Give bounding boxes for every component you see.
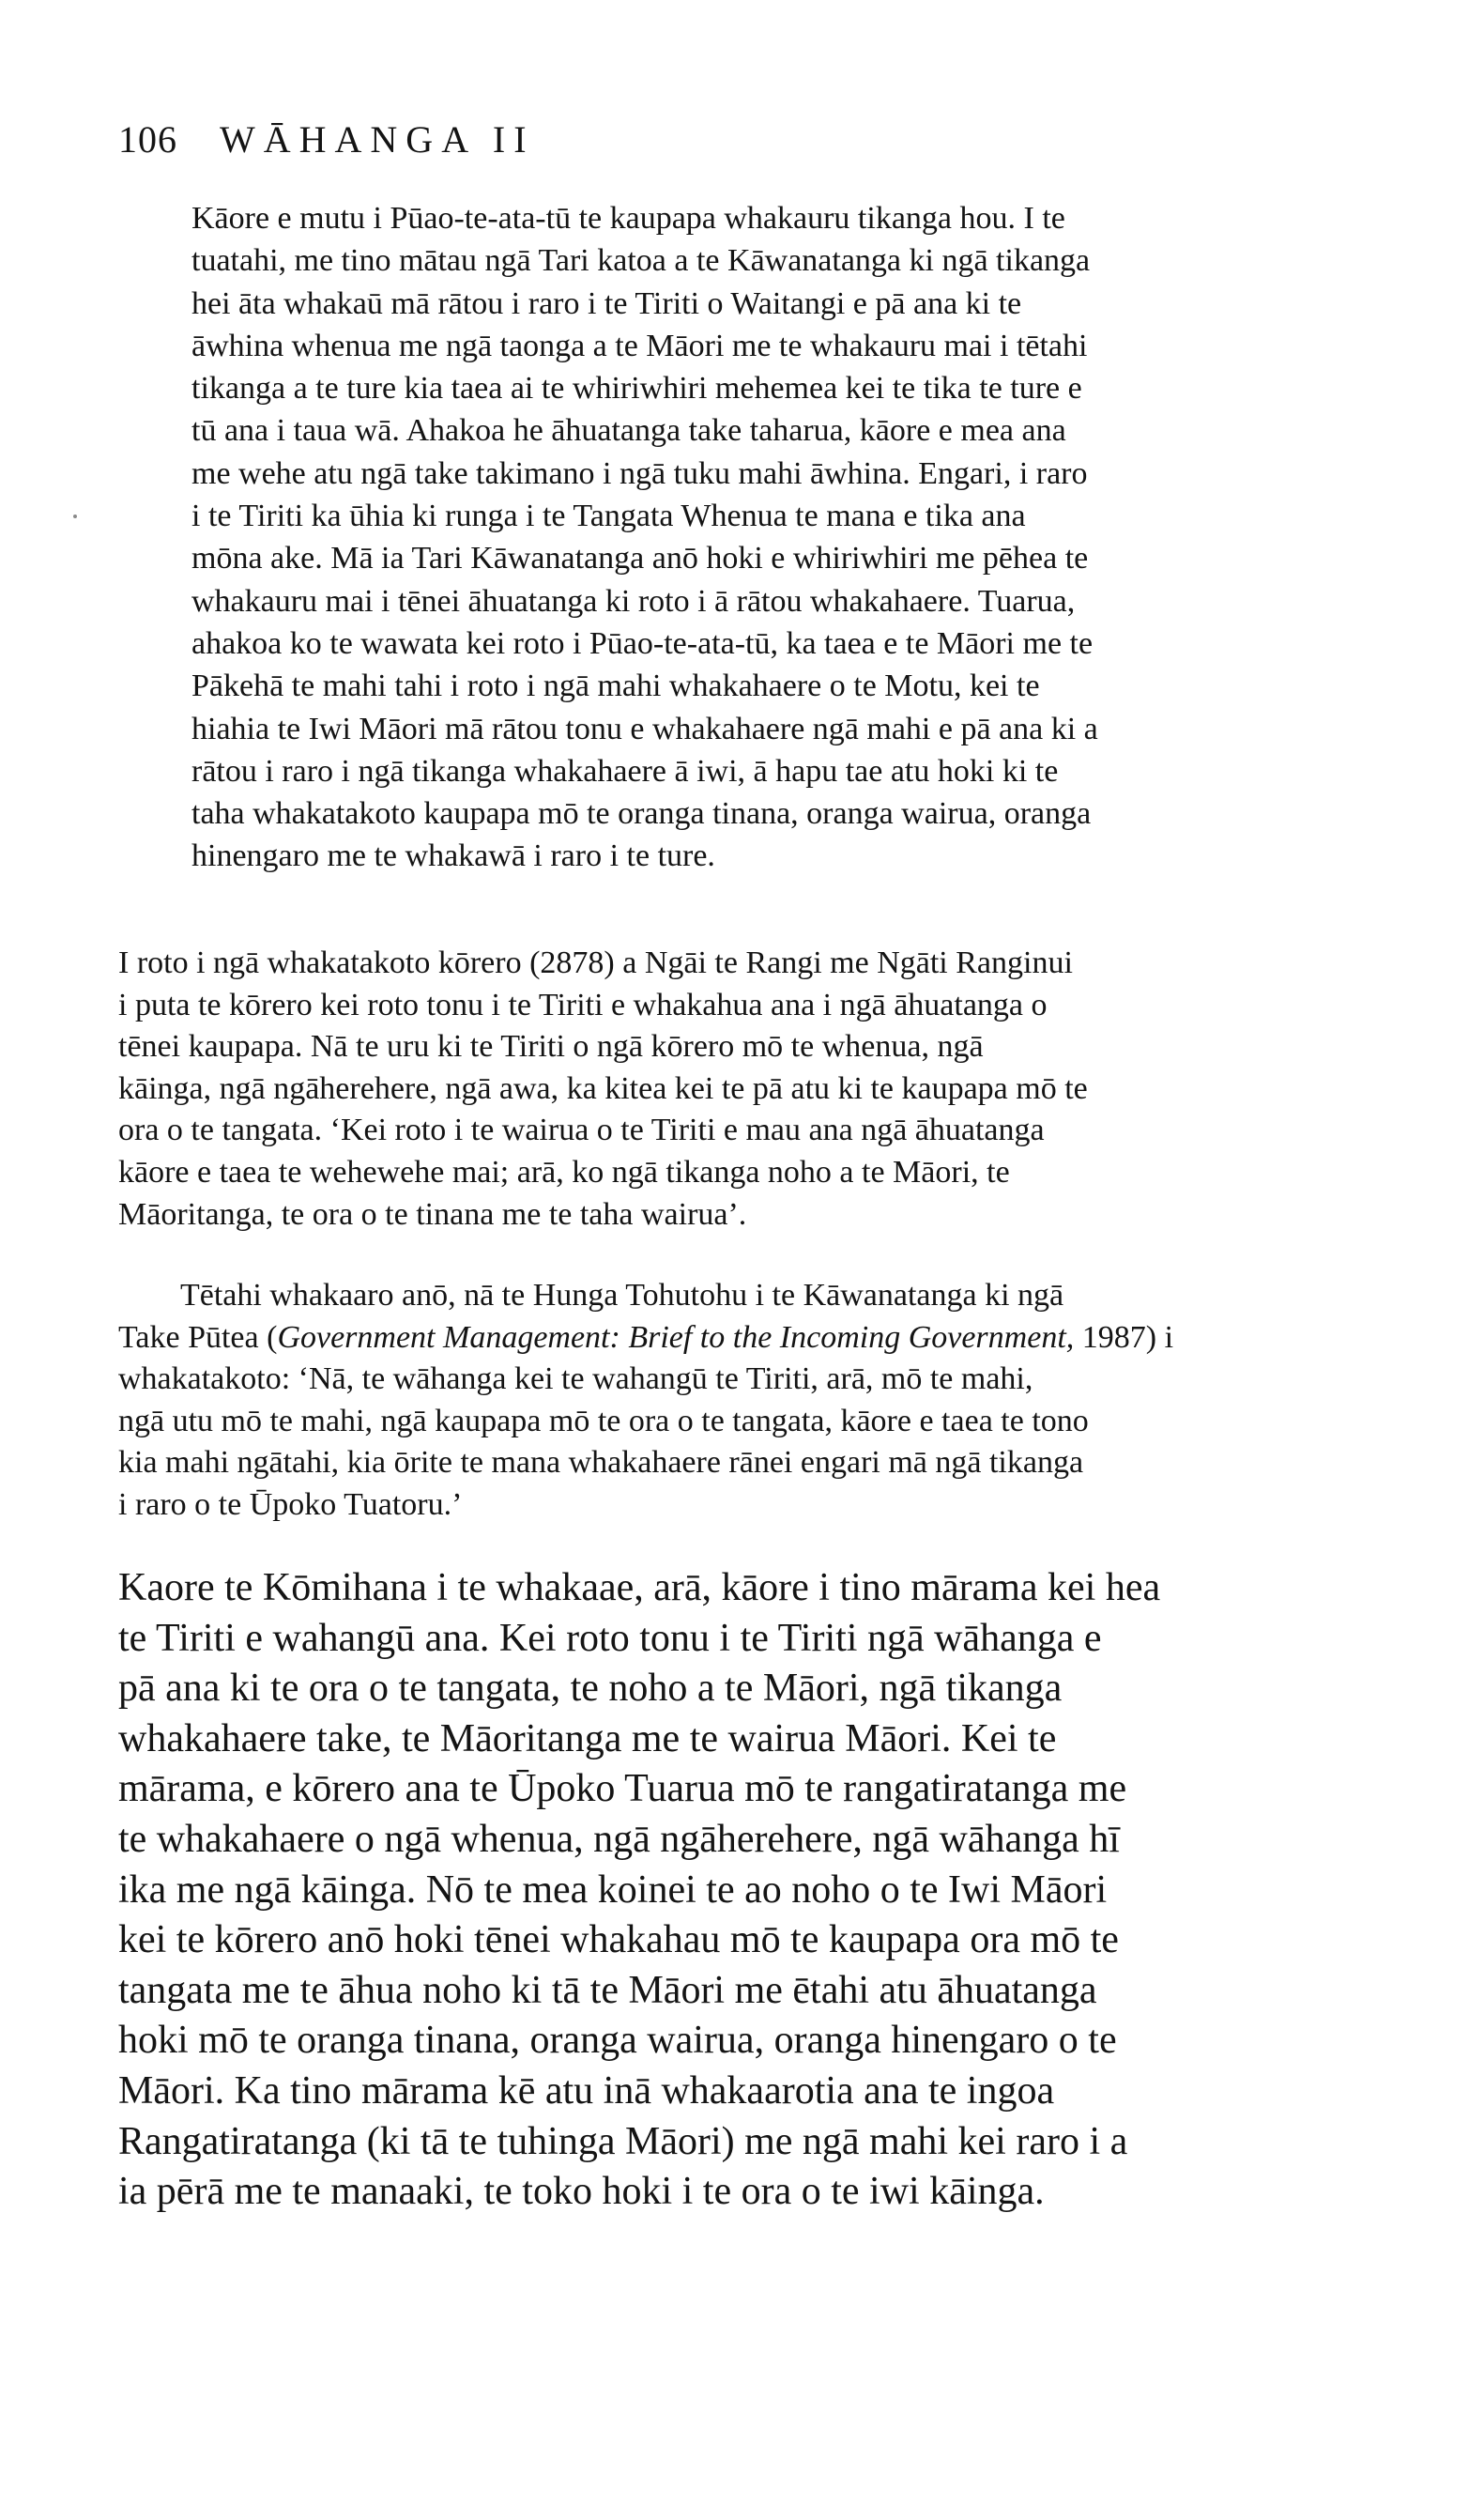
- publication-title: Government Management: Brief to the Incoming Government,: [277, 1319, 1075, 1355]
- quote-line: ahakoa ko te wawata kei roto i Pūao-te-ata-tū, ka taea e te Māori me te: [191, 625, 1094, 661]
- quote-line: i te Tiriti ka ūhia ki runga i te Tangata Whenua te mana e tika ana: [191, 499, 1026, 534]
- paragraph-text: 1987) i: [1074, 1319, 1174, 1355]
- paragraph-line: te whakahaere o ngā whenua, ngā ngāherehere, ngā wāhanga hī: [118, 1817, 1120, 1861]
- quote-line: Kāore e mutu i Pūao-te-ata-tū te kaupapa whakauru tikanga hou. I te: [191, 201, 1065, 236]
- paragraph-line: Rangatiratanga (ki tā te tuhinga Māori) me ngā mahi kei raro i a: [118, 2119, 1128, 2163]
- paragraph-line: te Tiriti e wahangū ana. Kei roto tonu i te Tiriti ngā wāhanga e: [118, 1616, 1102, 1660]
- page-number: 106: [118, 118, 177, 161]
- quote-line: tū ana i taua wā. Ahakoa he āhuatanga take taharua, kāore e mea ana: [191, 413, 1066, 449]
- section-title: WĀHANGA II: [220, 118, 535, 161]
- paragraph-line: i raro o te Ūpoko Tuatoru.’: [118, 1486, 463, 1522]
- paragraph-commission-response: [118, 1563, 1160, 2218]
- quote-line: whakauru mai i tēnei āhuatanga ki roto i ā rātou whakahaere. Tuarua,: [191, 583, 1076, 619]
- quote-line: rātou i raro i ngā tikanga whakahaere ā iwi, ā hapu tae atu hoki ki te: [191, 753, 1059, 789]
- paragraph-line: tēnei kaupapa. Nā te uru ki te Tiriti o ngā kōrero mō te whenua, ngā: [118, 1029, 984, 1065]
- paragraph-line: kei te kōrero anō hoki tēnei whakahau mō te kaupapa ora mō te: [118, 1918, 1119, 1962]
- quote-line: Pākehā te mahi tahi i roto i ngā mahi whakahaere o te Motu, kei te: [191, 669, 1040, 704]
- quote-line: me wehe atu ngā take takimano i ngā tuku mahi āwhina. Engari, i raro: [191, 455, 1088, 491]
- paragraph-line: ia pērā me te manaaki, te toko hoki i te ora o te iwi kāinga.: [118, 2170, 1045, 2214]
- quote-line: hinengaro me te whakawā i raro i te ture.: [191, 838, 715, 874]
- paragraph-line: [118, 1317, 1173, 1360]
- quote-line: hiahia te Iwi Māori mā rātou tonu e whakahaere ngā mahi e pā ana ki a: [191, 711, 1098, 746]
- paragraph-line: hoki mō te oranga tinana, oranga wairua, oranga hinengaro o te: [118, 2019, 1117, 2063]
- quote-line: āwhina whenua me ngā taonga a te Māori me te whakauru mai i tētahi: [191, 328, 1088, 363]
- margin-speck: [73, 515, 77, 518]
- paragraph-line: ngā utu mō te mahi, ngā kaupapa mō te ora o te tangata, kāore e taea te tono: [118, 1403, 1089, 1438]
- paragraph-line: kāinga, ngā ngāherehere, ngā awa, ka kitea kei te pā atu ki te kaupapa mō te: [118, 1070, 1088, 1106]
- paragraph-text: Take Pūtea (: [118, 1319, 278, 1355]
- paragraph-line: I roto i ngā whakatakoto kōrero (2878) a Ngāi te Rangi me Ngāti Ranginui: [118, 945, 1073, 980]
- paragraph-line: Tētahi whakaaro anō, nā te Hunga Tohutohu i te Kāwanatanga ki ngā: [180, 1278, 1064, 1313]
- paragraph-treasury-view: [118, 1275, 1173, 1527]
- paragraph-line: mārama, e kōrero ana te Ūpoko Tuarua mō te rangatiratanga me: [118, 1767, 1127, 1811]
- quote-line: taha whakatakoto kaupapa mō te oranga tinana, oranga wairua, oranga: [191, 796, 1092, 832]
- quote-line: mōna ake. Mā ia Tari Kāwanatanga anō hoki e whiriwhiri me pēhea te: [191, 541, 1089, 576]
- paragraph-line: kia mahi ngātahi, kia ōrite te mana whakahaere rānei engari mā ngā tikanga: [118, 1445, 1084, 1481]
- quote-line: tikanga a te ture kia taea ai te whiriwhiri mehemea kei te tika te ture e: [191, 371, 1082, 407]
- paragraph-line: tangata me te āhua noho ki tā te Māori me ētahi atu āhuatanga: [118, 1968, 1097, 2012]
- paragraph-line: kāore e taea te wehewehe mai; arā, ko ngā tikanga noho a te Māori, te: [118, 1154, 1010, 1190]
- paragraph-line: ika me ngā kāinga. Nō te mea koinei te ao noho o te Iwi Māori: [118, 1867, 1108, 1912]
- quote-line: tuatahi, me tino mātau ngā Tari katoa a te Kāwanatanga ki ngā tikanga: [191, 243, 1091, 279]
- paragraph-line: whakahaere take, te Māoritanga me te wairua Māori. Kei te: [118, 1716, 1057, 1760]
- paragraph-line: i puta te kōrero kei roto tonu i te Tiriti e whakahua ana i ngā āhuatanga o: [118, 987, 1048, 1022]
- quote-line: hei āta whakaū mā rātou i raro i te Tiriti o Waitangi e pā ana ki te: [191, 285, 1022, 321]
- paragraph-line: Kaore te Kōmihana i te whakaae, arā, kāore i tino mārama kei hea: [118, 1566, 1161, 1609]
- paragraph-line: whakatakoto: ‘Nā, te wāhanga kei te wahangū te Tiriti, arā, mō te mahi,: [118, 1361, 1033, 1397]
- paragraph-line: pā ana ki te ora o te tangata, te noho a te Māori, ngā tikanga: [118, 1667, 1063, 1711]
- block-quote: [191, 197, 1098, 878]
- running-head: [118, 116, 535, 163]
- paragraph-submission: [118, 943, 1088, 1236]
- paragraph-line: Māori. Ka tino mārama kē atu inā whakaarotia ana te ingoa: [118, 2068, 1055, 2113]
- paragraph-line: Māoritanga, te ora o te tinana me te taha wairua’.: [118, 1196, 747, 1232]
- paragraph-line: ora o te tangata. ‘Kei roto i te wairua o te Tiriti e mau ana ngā āhuatanga: [118, 1113, 1045, 1148]
